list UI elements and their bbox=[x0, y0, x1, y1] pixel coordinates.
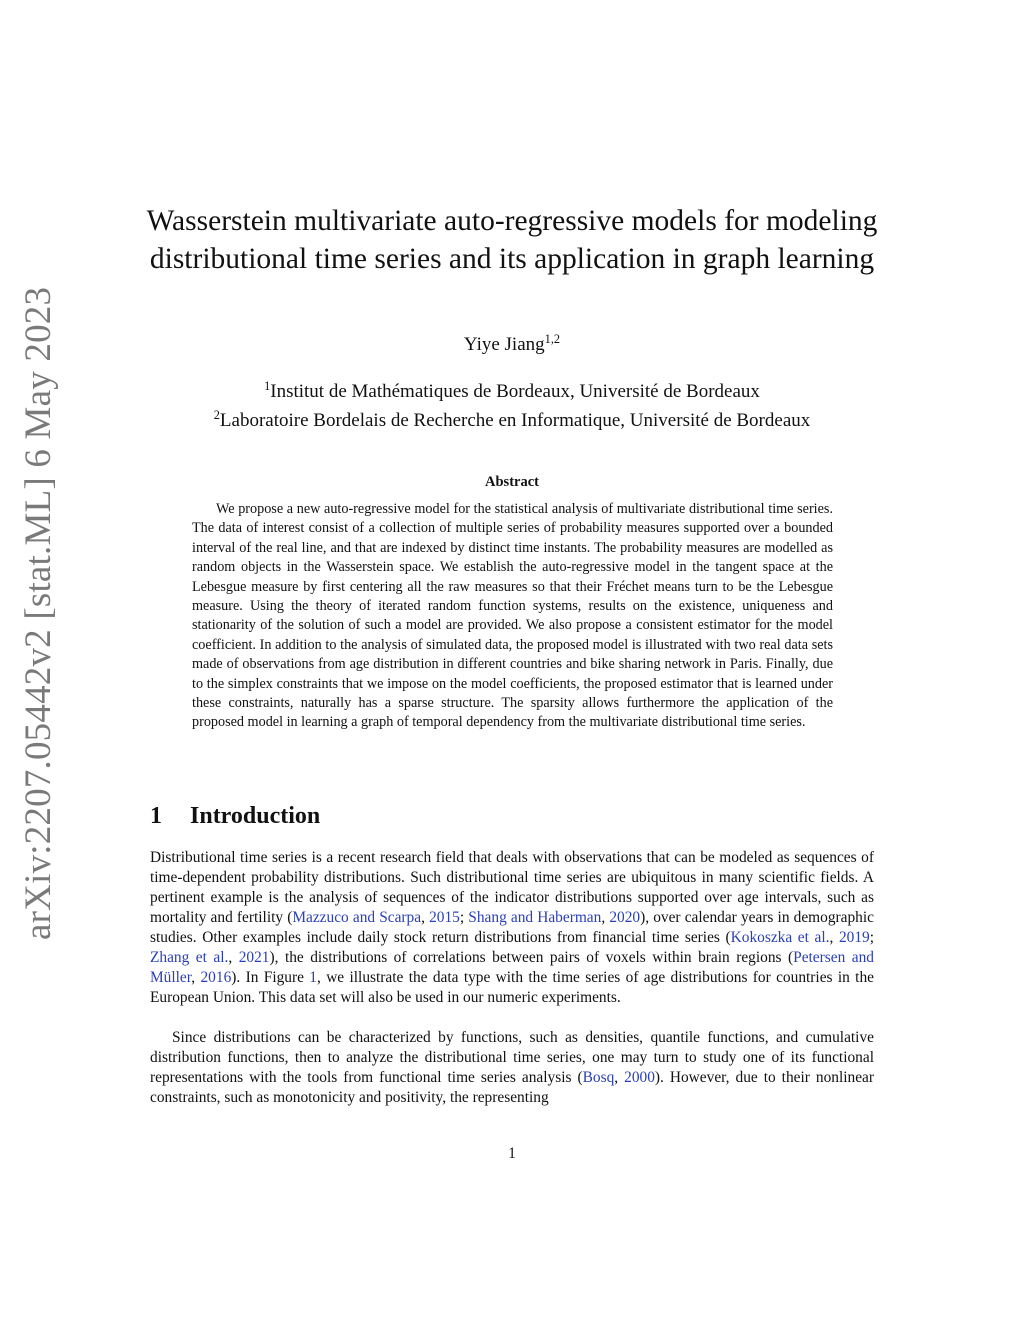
citation-petersen-muller[interactable]: Petersen and Müller, 2016 bbox=[150, 949, 874, 986]
arxiv-identifier-stamp: arXiv:2207.05442v2 [stat.ML] 6 May 2023 bbox=[18, 286, 59, 940]
affiliation-1-text: Institut de Mathématiques de Bordeaux, Université de Bordeaux bbox=[270, 381, 760, 402]
affiliation-2-text: Laboratoire Bordelais de Recherche en Informatique, Université de Bordeaux bbox=[219, 410, 811, 431]
citation-bosq[interactable]: Bosq, 2000 bbox=[582, 1069, 655, 1086]
p1-text-1: Distributional time series is a recent research field that deals with observations that can be modeled as sequences of time-dependent probability distributions. Such distributional time series are ubiquitous in many scientific fields. A pertinent example is the analysis of sequences of the indicator distributions supported over age intervals, such as mortality and fertility ( bbox=[150, 849, 874, 926]
citation-shang-haberman[interactable]: Shang and Haberman, 2020 bbox=[468, 909, 641, 926]
intro-paragraph-2 bbox=[150, 1028, 874, 1108]
abstract-text: We propose a new auto-regressive model for the statistical analysis of multivariate distributional time series. The data of interest consist of a collection of multiple series of probability measures supported over a bounded interval of the real line, and that are indexed by distinct time instants. The probability measures are modelled as random objects in the Wasserstein space. We establish the auto-regressive model in the tangent space at the Lebesgue measure by first centering all the raw measures so that their Fréchet means turn to be the Lebesgue measure. Using the theory of iterated random function systems, results on the existence, uniqueness and stationarity of the solution of such a model are provided. We also propose a consistent estimator for the model coefficient. In addition to the analysis of simulated data, the proposed model is illustrated with two real data sets made of observations from age distribution in different countries and bike sharing network in Paris. Finally, due to the simplex constraints that we impose on the model coefficients, the proposed estimator that is learned under these constraints, naturally has a sparse structure. The sparsity allows furthermore the application of the proposed model in learning a graph of temporal dependency from the multivariate distributional time series. bbox=[192, 501, 833, 731]
citation-kokoszka[interactable]: Kokoszka et al., 2019 bbox=[730, 929, 870, 946]
paper-title: Wasserstein multivariate auto-regressive models for modeling distributional time series and its application in graph learning bbox=[146, 205, 878, 275]
section-title: Introduction bbox=[190, 803, 321, 829]
intro-paragraph-1 bbox=[150, 848, 874, 1008]
p1-text-5: , we illustrate the data type with the time series of age distributions for countries in the European Union. This data set will also be used in our numeric experiments. bbox=[150, 969, 874, 1006]
affiliation-1-mark: 1 bbox=[264, 379, 271, 394]
figure-reference[interactable]: 1 bbox=[309, 969, 317, 986]
p2-text-2: ). However, due to their nonlinear constraints, such as monotonicity and positivity, the representing bbox=[150, 1069, 874, 1106]
affiliation-1 bbox=[140, 381, 884, 403]
abstract-heading: Abstract bbox=[485, 474, 539, 490]
affiliation-2 bbox=[140, 410, 884, 432]
section-heading bbox=[150, 803, 320, 830]
author-line bbox=[140, 334, 884, 356]
p1-text-4: ). In Figure bbox=[231, 969, 310, 986]
page-number: 1 bbox=[508, 1145, 516, 1162]
affiliation-2-mark: 2 bbox=[213, 408, 220, 423]
author-affiliation-marks: 1,2 bbox=[544, 332, 561, 347]
author-name: Yiye Jiang bbox=[463, 334, 545, 355]
citation-zhang[interactable]: Zhang et al., 2021 bbox=[150, 949, 270, 966]
section-number: 1 bbox=[150, 803, 162, 829]
p1-text-3: ), the distributions of correlations between pairs of voxels within brain regions ( bbox=[269, 949, 794, 966]
p1-sep: ; bbox=[459, 909, 469, 926]
citation-mazzuco-scarpa[interactable]: Mazzuco and Scarpa, 2015 bbox=[292, 909, 460, 926]
p1-text-2: ), over calendar years in demographic studies. Other examples include daily stock return distributions from financial time series ( bbox=[150, 909, 874, 946]
p2-text-1: Since distributions can be characterized by functions, such as densities, quantile functions, and cumulative distribution functions, then to analyze the distributional time series, one may turn to study one of its functional representations with the tools from functional time series analysis ( bbox=[150, 1029, 874, 1086]
p1-sep: ; bbox=[869, 929, 875, 946]
